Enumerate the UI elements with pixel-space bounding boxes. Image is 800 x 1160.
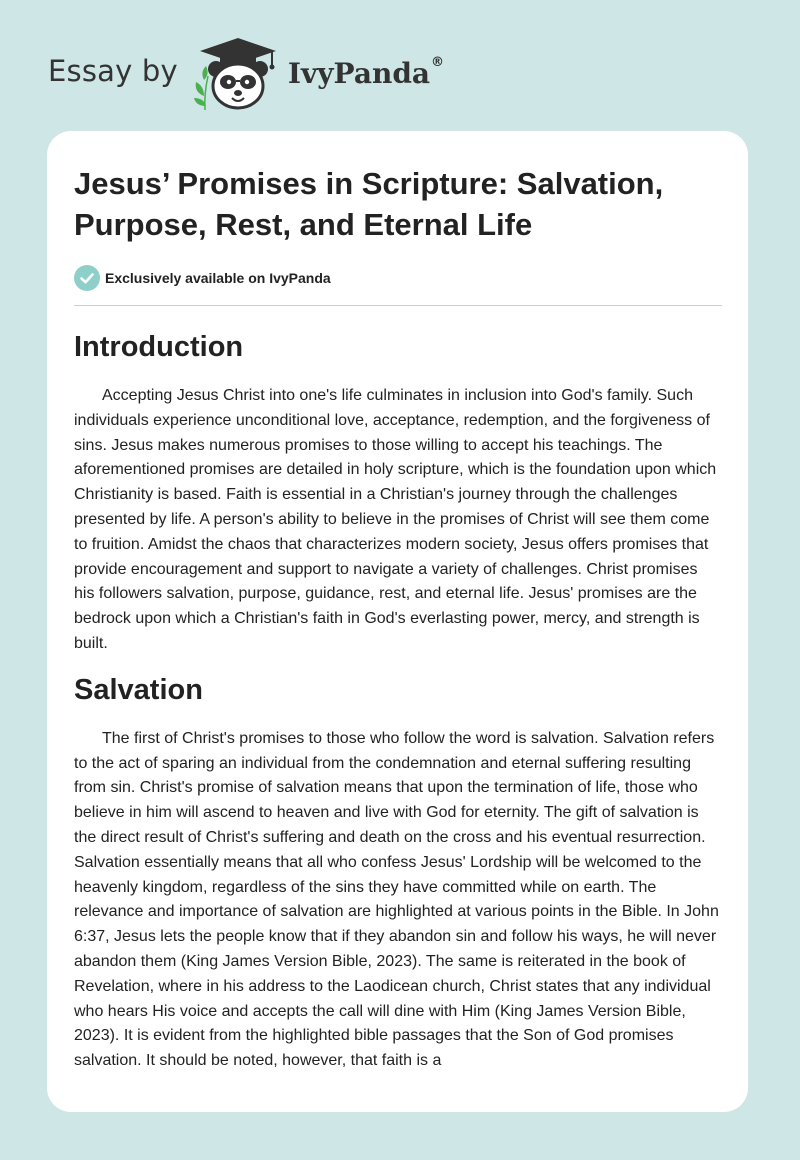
site-header: [48, 36, 444, 112]
exclusive-badge-label: Exclusively available on IvyPanda: [105, 270, 331, 286]
brand-name[interactable]: [287, 54, 445, 90]
section-paragraph-salvation: The first of Christ's promises to those who follow the word is salvation. Salvation refers to the act of sparing an individual from the condemnation and eternal suffering resulting from sin. Christ's promise of salvation means that upon the termination of life, those who believe in him will ascend to heaven and live with God for eternity. The gift of salvation is the direct result of Christ's suffering and death on the cross and his eventual resurrection. Salvation essentially means that all who confess Jesus' Lordship will be welcomed to the heavenly kingdom, regardless of the sins they have committed while on earth. The relevance and importance of salvation are highlighted at various points in the Bible. In John 6:37, Jesus lets the people know that if they abandon sin and follow his ways, he will never abandon them (King James Version Bible, 2023). The same is reiterated in the book of Revelation, where in his address to the Laodicean church, Christ states that any individual who hears His voice and accepts the call will dine with Him (King James Version Bible, 2023). It is evident from the highlighted bible passages that the Son of God promises salvation. It should be noted, however, that faith is a: [74, 729, 719, 1070]
section-paragraph-introduction: Accepting Jesus Christ into one's life culminates in inclusion into God's family. Such individuals experience unconditional love, acceptance, redemption, and the forgiveness of sins. Jesus makes numerous promises to those willing to accept his teachings. The aforementioned promises are detailed in holy scripture, which is the foundation upon which Christianity is based. Faith is essential in a Christian's journey through the challenges presented by life. A person's ability to believe in the promises of Christ will see them come to fruition. Amidst the chaos that characterizes modern society, Jesus offers promises that provide encouragement and support to navigate a variety of challenges. Christ promises his followers salvation, purpose, guidance, rest, and eternal life. Jesus' promises are the bedrock upon which a Christian's faith in God's everlasting power, mercy, and strength is built.: [74, 387, 717, 652]
essay-card: [47, 131, 748, 1112]
essay-content: [74, 163, 722, 1074]
section-heading-introduction: Introduction: [74, 331, 244, 363]
check-circle-icon: [74, 265, 100, 291]
section-heading-salvation: Salvation: [74, 673, 203, 706]
divider: [74, 305, 722, 306]
brand-name-text: IvyPanda: [287, 56, 431, 90]
registered-mark: ®: [431, 54, 445, 70]
essay-by-label: Essay by: [48, 54, 178, 88]
essay-title: Jesus’ Promises in Scripture: Salvation, Purpose, Rest, and Eternal Life: [74, 166, 664, 242]
exclusive-badge: [74, 265, 722, 291]
ivypanda-logo-icon[interactable]: [192, 36, 284, 112]
